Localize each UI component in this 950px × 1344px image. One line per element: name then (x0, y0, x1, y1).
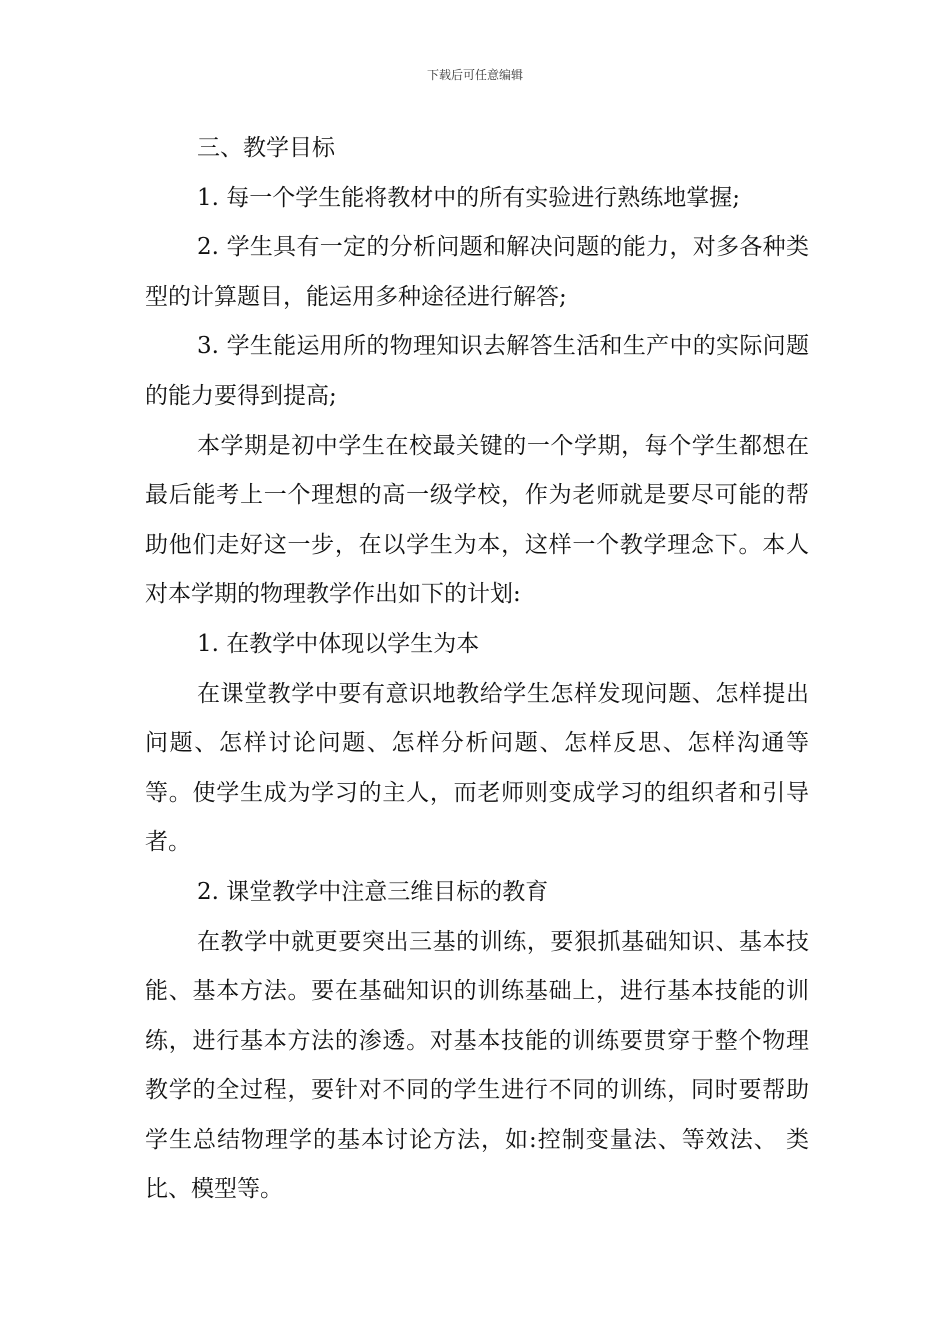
paragraph: 在教学中就更要突出三基的训练，要狠抓基础知识、基本技能、基本方法。要在基础知识的训练基础上，进行基本技能的训练，进行基本方法的渗透。对基本技能的训练要贯穿于整个物理教学的全过程，要针对不同的学生进行不同的训练，同时要帮助学生总结物理学的基本讨论方法，如:控制变量法、等效法、 类比、模型等。 (145, 928, 809, 1203)
page-header-note: 下载后可任意编辑 (426, 68, 523, 82)
section-heading: 三、教学目标 (197, 135, 335, 161)
paragraph: 1. 每一个学生能将教材中的所有实验进行熟练地掌握; (197, 184, 741, 211)
paragraph: 本学期是初中学生在校最关键的一个学期，每个学生都想在最后能考上一个理想的高一级学校，作为老师就是要尽可能的帮助他们走好这一步，在以学生为本，这样一个教学理念下。本人对本学期的物理教学作出如下的计划: (145, 432, 809, 608)
document-body (145, 124, 809, 1215)
subheading: 2. 课堂教学中注意三维目标的教育 (197, 878, 549, 905)
subheading: 1. 在教学中体现以学生为本 (197, 630, 480, 657)
paragraph: 2. 学生具有一定的分析问题和解决问题的能力，对多各种类型的计算题目，能运用多种途径进行解答; (145, 234, 809, 310)
paragraph: 3. 学生能运用所的物理知识去解答生活和生产中的实际问题的能力要得到提高; (145, 333, 809, 409)
paragraph: 在课堂教学中要有意识地教给学生怎样发现问题、怎样提出问题、怎样讨论问题、怎样分析问题、怎样反思、怎样沟通等等。使学生成为学习的主人，而老师则变成学习的组织者和引导者。 (145, 680, 809, 856)
